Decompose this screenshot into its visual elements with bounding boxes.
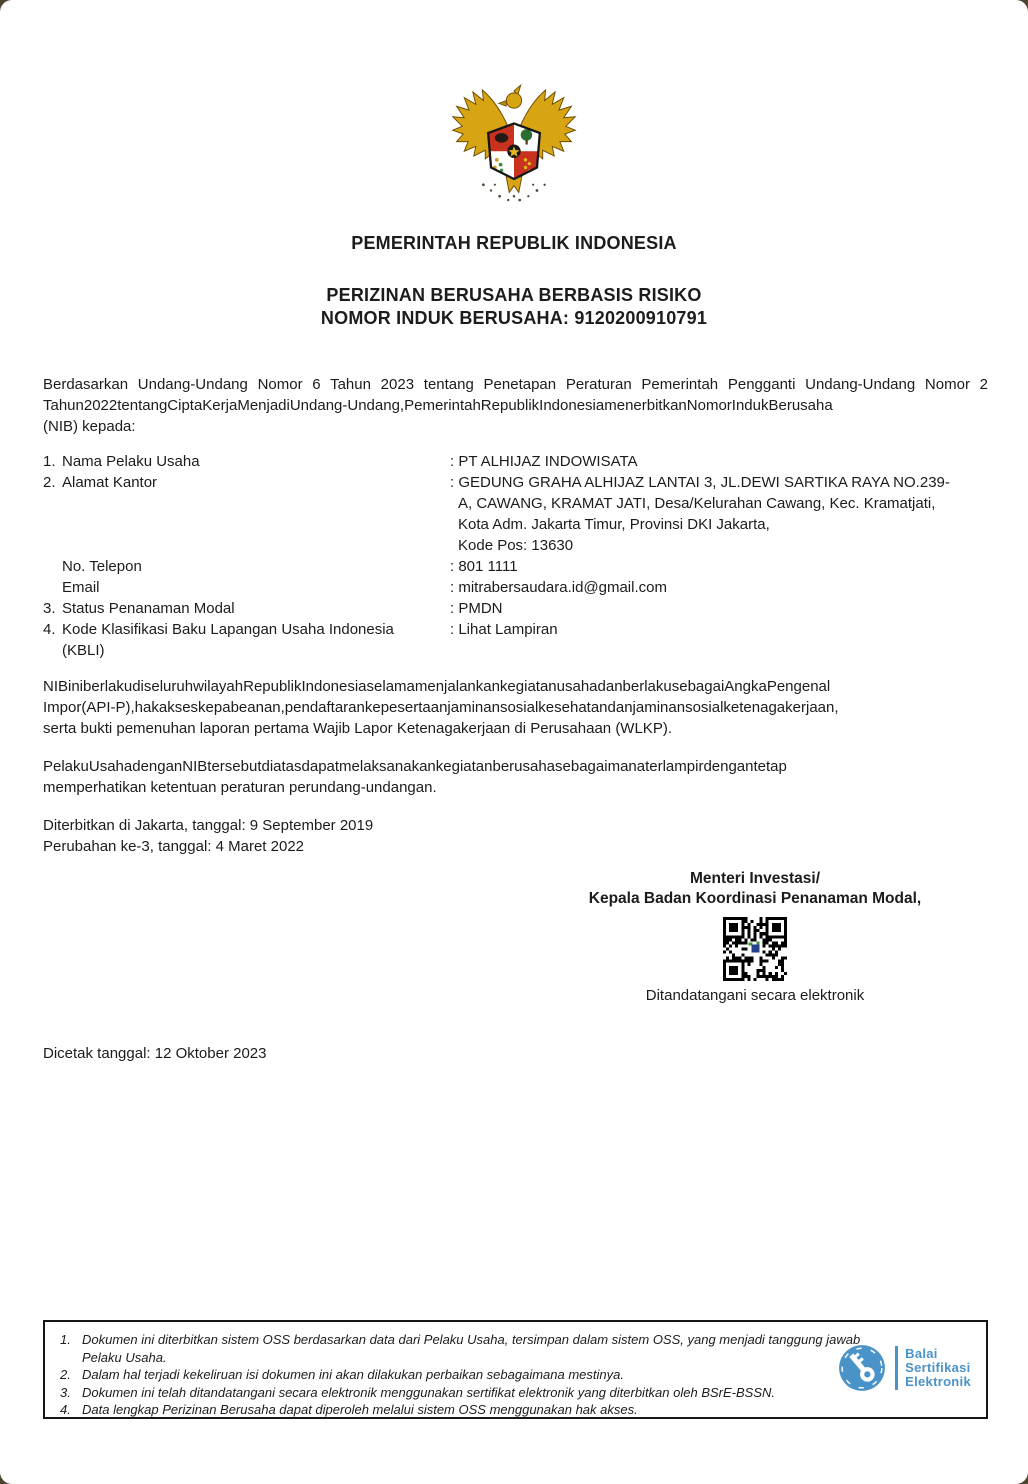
- footer-note: [60, 1331, 878, 1366]
- garuda-icon: [447, 58, 581, 210]
- text-line: PelakuUsahadenganNIBtersebutdiatasdapatmelaksanakankegiatanberusahasebagaimanaterlampirdengantetap: [43, 758, 787, 775]
- field-number: [43, 556, 62, 577]
- field-number: 4.: [43, 621, 56, 638]
- business-data-list: [43, 451, 988, 661]
- text-line: NIBiniberlakudiseluruhwilayahRepublikIndonesiaselamamenjalankankegiatanusahadanberlakusebagaiAngkaPengenal: [43, 678, 831, 695]
- field-row-email: [43, 577, 988, 598]
- government-title: PEMERINTAH REPUBLIK INDONESIA: [351, 233, 677, 253]
- field-label: No. Telepon: [62, 558, 142, 575]
- footer-note: [60, 1401, 878, 1419]
- field-value: : GEDUNG GRAHA ALHIJAZ LANTAI 3, JL.DEWI SARTIKA RAYA NO.239- A, CAWANG, KRAMAT JATI, Desa/Kelurahan Cawang, Kec. Kramatjati, Kota Adm. Jakarta Timur, Provinsi DKI Jakarta, Kode Pos: 13630: [450, 472, 988, 556]
- bsre-logo-text: Balai Sertifikasi Elektronik: [905, 1346, 971, 1389]
- footer-notes-list: [60, 1331, 878, 1419]
- signer-title-line2: Kepala Badan Koordinasi Penanaman Modal,: [588, 890, 922, 907]
- document-body: [43, 374, 988, 857]
- qr-code: [723, 917, 787, 981]
- footer-note: [60, 1384, 878, 1402]
- business-activity-paragraph: [43, 756, 988, 798]
- signature-block: [545, 869, 965, 1004]
- text-line: memperhatikan ketentuan peraturan perundang-undangan.: [43, 779, 437, 796]
- note-number: 2.: [60, 1367, 71, 1382]
- bsre-logo: [837, 1343, 971, 1393]
- field-number: 2.: [43, 474, 56, 491]
- note-number: 3.: [60, 1384, 71, 1400]
- field-row-no-telepon: [43, 556, 988, 577]
- field-row-kbli: [43, 619, 988, 661]
- field-number: 1.: [43, 453, 56, 470]
- field-label: Status Penanaman Modal: [62, 600, 235, 617]
- note-text: Dalam hal terjadi kekeliruan isi dokumen ini akan dilakukan perbaikan sebagaimana mestinya.: [82, 1367, 624, 1382]
- field-row-nama-pelaku-usaha: [43, 451, 988, 472]
- bsre-globe-key-icon: [837, 1343, 887, 1393]
- issue-info: [43, 815, 988, 857]
- document-number-title: NOMOR INDUK BERUSAHA: 9120200910791: [320, 308, 708, 328]
- note-number: 1.: [60, 1332, 71, 1347]
- field-label: Nama Pelaku Usaha: [62, 453, 200, 470]
- footer-note: [60, 1366, 878, 1384]
- text-line: serta bukti pemenuhan laporan pertama Wajib Lapor Ketenagakerjaan di Perusahaan (WLKP).: [43, 720, 672, 737]
- field-value: : 801 1111: [450, 556, 988, 577]
- field-value: : PMDN: [450, 598, 988, 619]
- note-text: Dokumen ini telah ditandatangani secara elektronik menggunakan sertifikat elektronik yang diterbitkan oleh BSrE-BSSN.: [82, 1384, 775, 1400]
- field-value: : Lihat Lampiran: [450, 619, 988, 661]
- note-text: Data lengkap Perizinan Berusaha dapat diperoleh melalui sistem OSS menggunakan hak akses.: [82, 1402, 638, 1417]
- text-line: (NIB) kepada:: [43, 418, 136, 435]
- text-line: Tahun2022tentangCiptaKerjaMenjadiUndang-Undang,PemerintahRepublikIndonesiamenerbitkanNomorIndukBerusaha: [43, 397, 833, 414]
- field-label: Alamat Kantor: [62, 474, 158, 491]
- document-type-title: PERIZINAN BERUSAHA BERBASIS RISIKO: [326, 285, 702, 305]
- text-line: Berdasarkan Undang-Undang Nomor 6 Tahun 2023 tentang Penetapan Peraturan Pemerintah Pengganti Undang-Undang Nomor 2: [43, 376, 988, 393]
- electronic-signature-caption: Ditandatangani secara elektronik: [645, 987, 865, 1004]
- issued-at-line: Diterbitkan di Jakarta, tanggal: 9 September 2019: [43, 817, 374, 834]
- field-row-alamat-kantor: [43, 472, 988, 556]
- intro-paragraph: [43, 374, 988, 437]
- note-text: Dokumen ini diterbitkan sistem OSS berdasarkan data dari Pelaku Usaha, tersimpan dalam sistem OSS, yang menjadi tanggung jawab Pelaku Usaha.: [82, 1332, 861, 1365]
- nib-validity-paragraph: [43, 676, 988, 739]
- footer-notes-box: [43, 1320, 988, 1419]
- field-value: : mitrabersaudara.id@gmail.com: [450, 577, 988, 598]
- garuda-pancasila-emblem: [447, 58, 581, 210]
- field-value: : PT ALHIJAZ INDOWISATA: [450, 451, 988, 472]
- field-label: Email: [62, 579, 100, 596]
- signer-title-line1: Menteri Investasi/: [689, 870, 821, 887]
- field-number: 3.: [43, 600, 56, 617]
- field-number: [43, 577, 62, 598]
- field-label: Kode Klasifikasi Baku Lapangan Usaha Indonesia (KBLI): [62, 621, 394, 659]
- revision-line: Perubahan ke-3, tanggal: 4 Maret 2022: [43, 838, 305, 855]
- logo-divider: [895, 1346, 898, 1390]
- text-line: Impor(API-P),hakakseskepabeanan,pendaftarankepesertaanjaminansosialkesehatandanjaminansosialketenagakerjaan,: [43, 699, 839, 716]
- field-row-status-penanaman-modal: [43, 598, 988, 619]
- printed-date: Dicetak tanggal: 12 Oktober 2023: [43, 1045, 267, 1062]
- note-number: 4.: [60, 1402, 71, 1417]
